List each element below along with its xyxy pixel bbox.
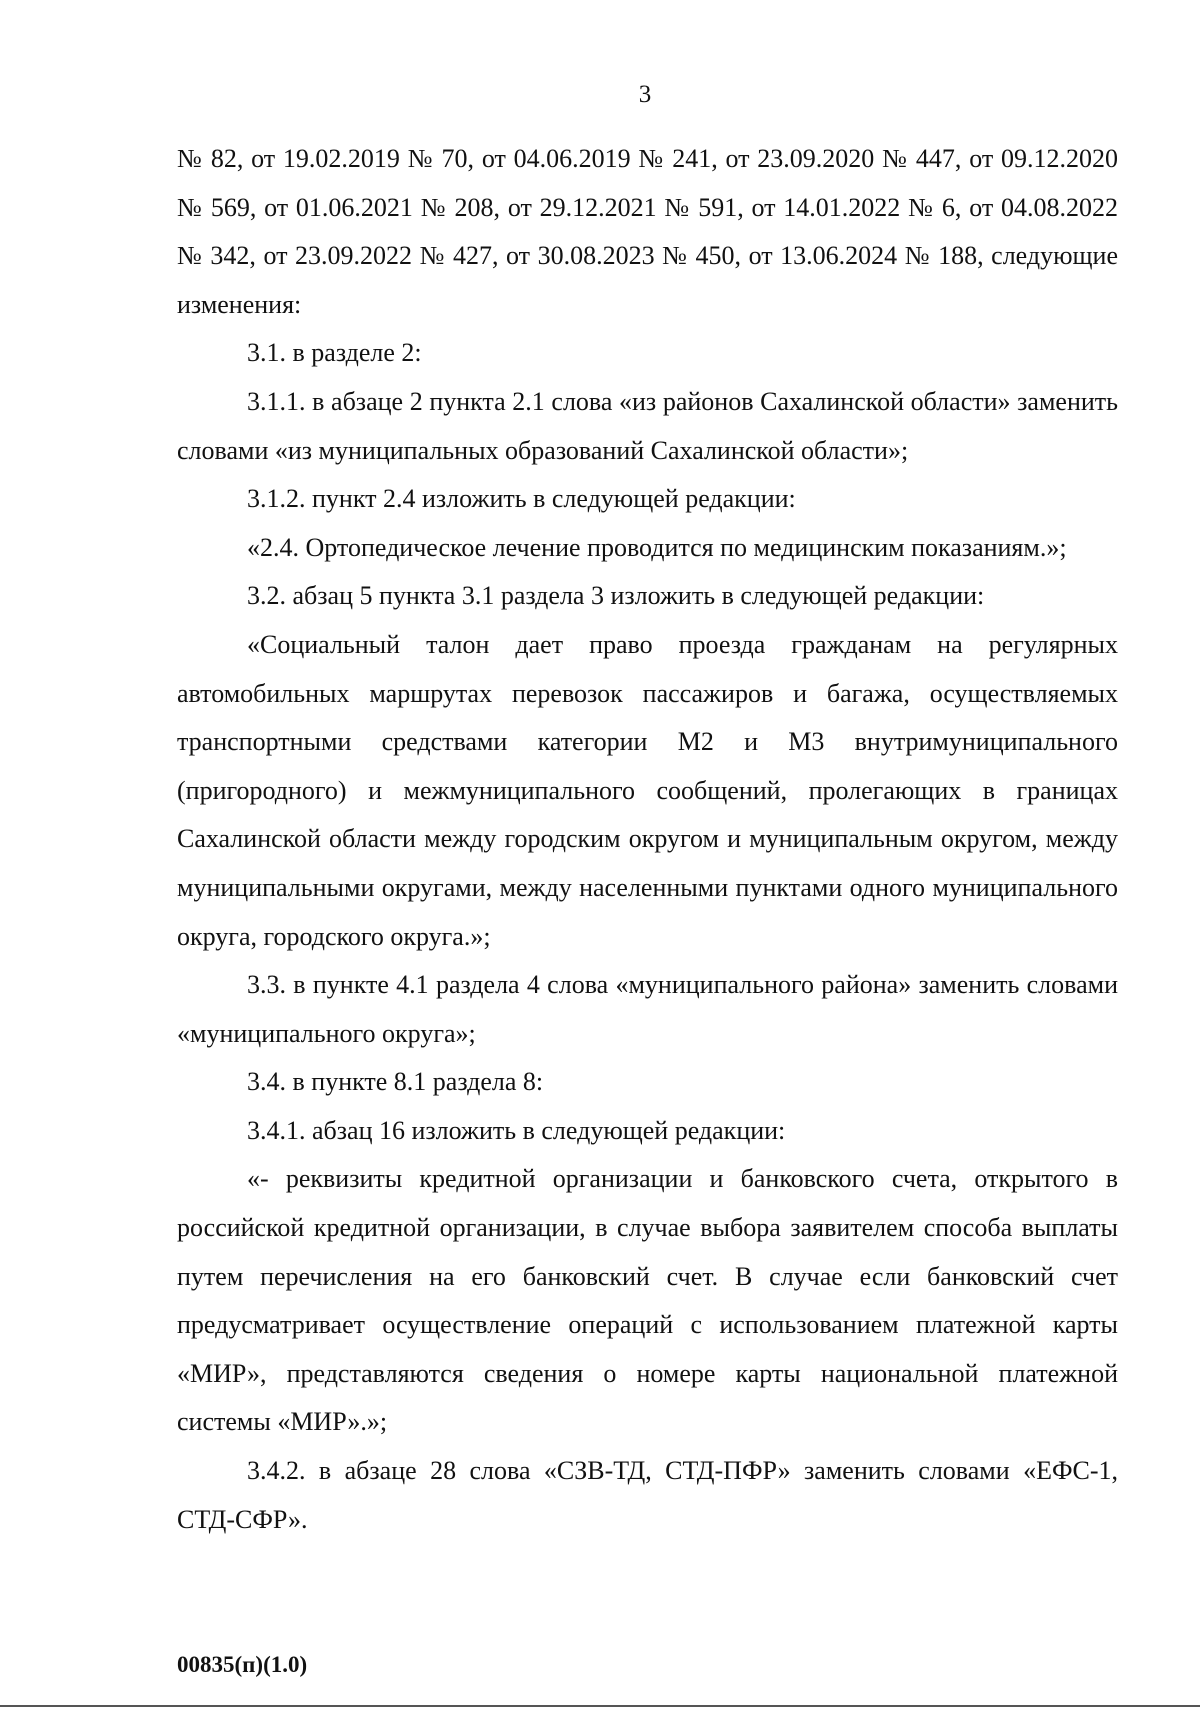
page-number: 3 (638, 81, 652, 108)
paragraph-quote-social-ticket: «Социальный талон дает право проезда гражданам на регулярных автомобильных маршрутах перевозок пассажиров и багажа, осуществляемых транспортными средствами категории М2 и М3 внутримуниципального (пригородного) и межмуниципального сообщений, пролегающих в границах Сахалинской области между городским округом и муниципальным округом, между муниципальными округами, между населенными пунктами одного муниципального округа, городского округа.»; (177, 629, 1118, 951)
paragraph-3-4-2: 3.4.2. в абзаце 28 слова «СЗВ-ТД, СТД-ПФР» заменить словами «ЕФС-1, СТД-СФР». (177, 1456, 1118, 1534)
paragraph-3-3: 3.3. в пункте 4.1 раздела 4 слова «муниципального района» заменить словами «муниципального округа»; (177, 970, 1118, 1048)
paragraph-3-2: 3.2. абзац 5 пункта 3.1 раздела 3 изложить в следующей редакции: (247, 581, 985, 611)
paragraph-quote-2-4: «2.4. Ортопедическое лечение проводится по медицинским показаниям.»; (247, 532, 1067, 562)
paragraph-3-4: 3.4. в пункте 8.1 раздела 8: (247, 1067, 544, 1097)
paragraph-amendment-list: № 82, от 19.02.2019 № 70, от 04.06.2019 № 241, от 23.09.2020 № 447, от 09.12.2020 № 569, от 01.06.2021 № 208, от 29.12.2021 № 591, от 14.01.2022 № 6, от 04.08.2022 № 342, от 23.09.2022 № 427, от 30.08.2023 № 450, от 13.06.2024 № 188, следующие изменения: (177, 144, 1118, 319)
paragraph-3-1-2: 3.1.2. пункт 2.4 изложить в следующей редакции: (247, 484, 796, 514)
document-body (177, 135, 1118, 1544)
document-code: 00835(п)(1.0) (177, 1652, 308, 1677)
paragraph-3-1: 3.1. в разделе 2: (247, 338, 422, 368)
paragraph-3-1-1: 3.1.1. в абзаце 2 пункта 2.1 слова «из районов Сахалинской области» заменить словами «из муниципальных образований Сахалинской области»; (177, 386, 1118, 465)
page-bottom-divider (0, 1705, 1200, 1707)
paragraph-quote-bank-details: «- реквизиты кредитной организации и банковского счета, открытого в российской кредитной организации, в случае выбора заявителем способа выплаты путем перечисления на его банковский счет. В случае если банковский счет предусматривает осуществление операций с использованием платежной карты «МИР», представляются сведения о номере карты национальной платежной системы «МИР».»; (177, 1164, 1118, 1437)
paragraph-3-4-1: 3.4.1. абзац 16 изложить в следующей редакции: (247, 1115, 786, 1145)
